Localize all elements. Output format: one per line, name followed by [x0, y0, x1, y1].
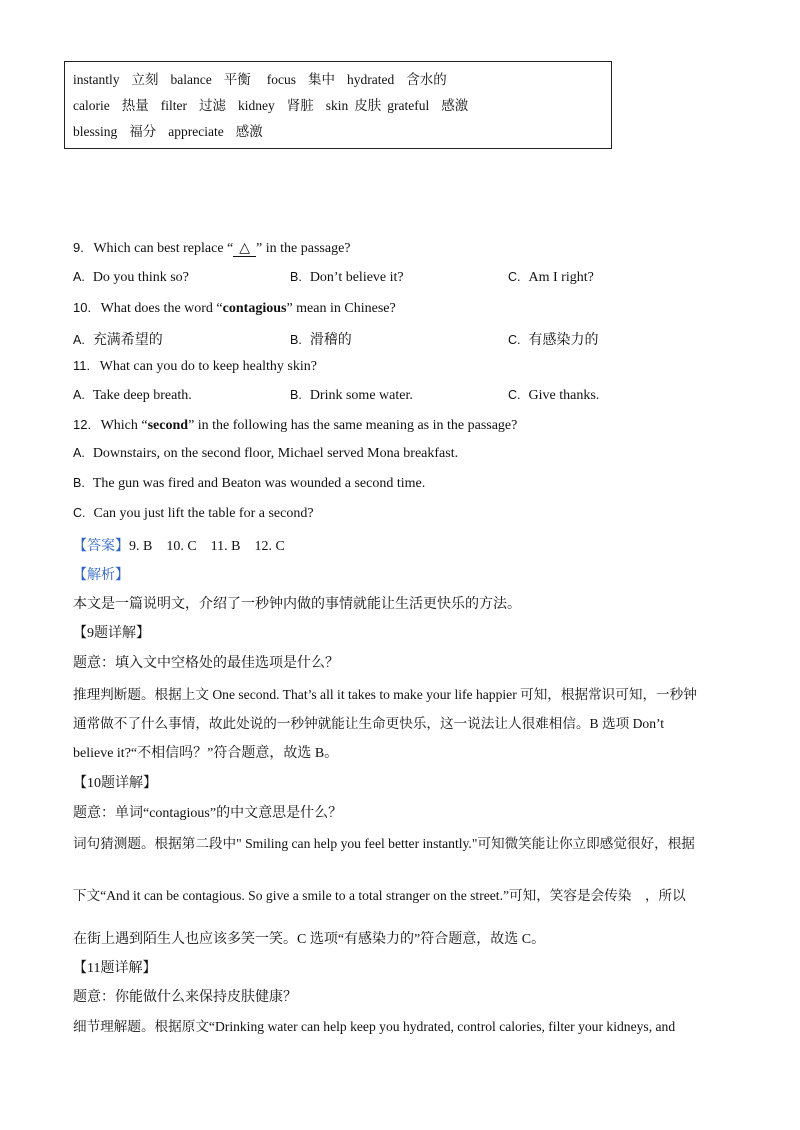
- analysis-label: 【解析】: [73, 568, 129, 583]
- detail-10-line-3: 在街上遇到陌生人也应该多笑一笑。C 选项“有感染力的”符合题意，故选 C。: [73, 932, 546, 947]
- option-text: 充满希望的: [92, 333, 163, 348]
- detail-9-meaning: 题意：填入文中空格处的最佳选项是什么？: [73, 656, 339, 671]
- vocab-word: kidney: [237, 98, 275, 113]
- vocab-meaning: 感激: [441, 98, 469, 113]
- option-letter: C.: [73, 506, 86, 520]
- answer-line: [73, 535, 285, 555]
- detail-11-meaning: 题意：你能做什么来保持皮肤健康？: [73, 990, 297, 1005]
- q10-option-a: [73, 329, 163, 349]
- question-number: 11.: [73, 358, 91, 373]
- detail-9-line-1: 推理判断题。根据上文 One second. That’s all it takes to make your life happier 可知，根据常识可知，一秒钟: [73, 687, 697, 702]
- option-text: Am I right?: [528, 270, 594, 285]
- q9-option-c: [508, 270, 594, 286]
- option-letter: A.: [73, 333, 85, 347]
- detail-11-line-1: 细节理解题。根据原文“Drinking water can help keep you hydrated, control calories, filter your kidneys, and: [73, 1019, 676, 1034]
- detail-10-line-1: 词句猜测题。根据第二段中" Smiling can help you feel better instantly."可知微笑能让你立即感觉很好，根据: [73, 836, 695, 851]
- vocab-meaning: 集中: [307, 72, 335, 87]
- vocab-row-2: [73, 94, 480, 114]
- option-text: 滑稽的: [309, 333, 352, 348]
- detail-10-meaning: 题意：单词“contagious”的中文意思是什么？: [73, 806, 343, 821]
- q9-option-a: [73, 270, 189, 286]
- blank-triangle: △: [233, 242, 256, 257]
- question-text: ” in the following has the same meaning as in the passage?: [188, 418, 518, 433]
- vocabulary-box: [64, 61, 612, 149]
- vocab-meaning: 肾脏: [286, 98, 314, 113]
- option-letter: B.: [73, 476, 85, 490]
- detail-9-line-3: believe it?“不相信吗？”符合题意，故选 B。: [73, 746, 339, 761]
- keyword: second: [147, 418, 189, 433]
- q12-option-c: [73, 506, 314, 522]
- q11-option-b: [290, 388, 413, 404]
- answer-text: 9. B 10. C 11. B 12. C: [129, 539, 285, 554]
- vocab-word: hydrated: [346, 72, 395, 87]
- question-number: 9.: [73, 240, 84, 255]
- vocab-meaning: 过滤: [198, 98, 226, 113]
- analysis-summary: 本文是一篇说明文，介绍了一秒钟内做的事情就能让生活更快乐的方法。: [73, 597, 521, 612]
- question-9-stem: [73, 240, 351, 257]
- question-number: 12.: [73, 417, 92, 432]
- vocab-meaning: 含水的: [406, 72, 447, 87]
- q11-option-a: [73, 388, 192, 404]
- question-text: Which can best replace “: [93, 241, 234, 256]
- detail-10-title: 【10题详解】: [73, 776, 157, 791]
- question-text: ” mean in Chinese?: [286, 301, 396, 316]
- detail-9-title: 【9题详解】: [73, 626, 150, 641]
- option-letter: A.: [73, 446, 85, 460]
- option-letter: B.: [290, 270, 302, 284]
- vocab-meaning: 热量: [121, 98, 149, 113]
- detail-11-title: 【11题详解】: [73, 961, 157, 976]
- question-11-stem: [73, 358, 317, 375]
- vocab-meaning: 福分: [129, 124, 157, 139]
- vocab-meaning: 平衡: [223, 72, 251, 87]
- vocab-word: filter: [160, 98, 187, 113]
- question-text: Which “: [100, 418, 148, 433]
- vocab-word: grateful: [387, 98, 430, 113]
- vocab-word: balance: [170, 72, 212, 87]
- vocab-word: calorie: [73, 98, 110, 113]
- option-text: Downstairs, on the second floor, Michael served Mona breakfast.: [92, 446, 459, 461]
- option-letter: C.: [508, 333, 521, 347]
- vocab-row-1: [73, 68, 459, 88]
- vocab-word: appreciate: [168, 124, 224, 139]
- option-text: 有感染力的: [528, 333, 599, 348]
- question-text: What can you do to keep healthy skin?: [99, 359, 317, 374]
- option-letter: A.: [73, 270, 85, 284]
- option-text: The gun was fired and Beaton was wounded a second time.: [92, 476, 426, 491]
- question-12-stem: [73, 417, 517, 434]
- option-text: Can you just lift the table for a second?: [93, 506, 314, 521]
- vocab-meaning: 感激: [235, 124, 263, 139]
- q11-option-c: [508, 388, 599, 404]
- option-text: Drink some water.: [309, 388, 413, 403]
- question-text: ” in the passage?: [256, 241, 351, 256]
- vocab-word: skin: [325, 98, 349, 113]
- q9-option-b: [290, 270, 404, 286]
- vocab-meaning: 皮肤: [354, 98, 382, 113]
- vocab-meaning: 立刻: [131, 72, 159, 87]
- option-letter: C.: [508, 388, 521, 402]
- answer-label: 【答案】: [73, 539, 129, 554]
- vocab-word: blessing: [73, 124, 118, 139]
- question-text: What does the word “: [100, 301, 223, 316]
- option-text: Give thanks.: [528, 388, 600, 403]
- q12-option-b: [73, 476, 425, 492]
- keyword: contagious: [222, 301, 287, 316]
- vocab-word: instantly: [73, 72, 120, 87]
- q10-option-c: [508, 329, 599, 349]
- q10-option-b: [290, 329, 352, 349]
- question-10-stem: [73, 300, 396, 317]
- question-number: 10.: [73, 300, 92, 315]
- detail-9-line-2: 通常做不了什么事情，故此处说的一秒钟就能让生命更快乐，这一说法让人很难相信。B 选项 Don’t: [73, 716, 665, 731]
- option-text: Do you think so?: [92, 270, 189, 285]
- option-letter: C.: [508, 270, 521, 284]
- vocab-row-3: [73, 120, 275, 140]
- option-text: Take deep breath.: [92, 388, 192, 403]
- option-text: Don’t believe it?: [309, 270, 404, 285]
- option-letter: A.: [73, 388, 85, 402]
- vocab-word: focus: [266, 72, 296, 87]
- q12-option-a: [73, 446, 458, 462]
- option-letter: B.: [290, 388, 302, 402]
- detail-10-line-2: 下文“And it can be contagious. So give a smile to a total stranger on the street.”可知，笑容是会传染 ，所以: [73, 888, 686, 903]
- option-letter: B.: [290, 333, 302, 347]
